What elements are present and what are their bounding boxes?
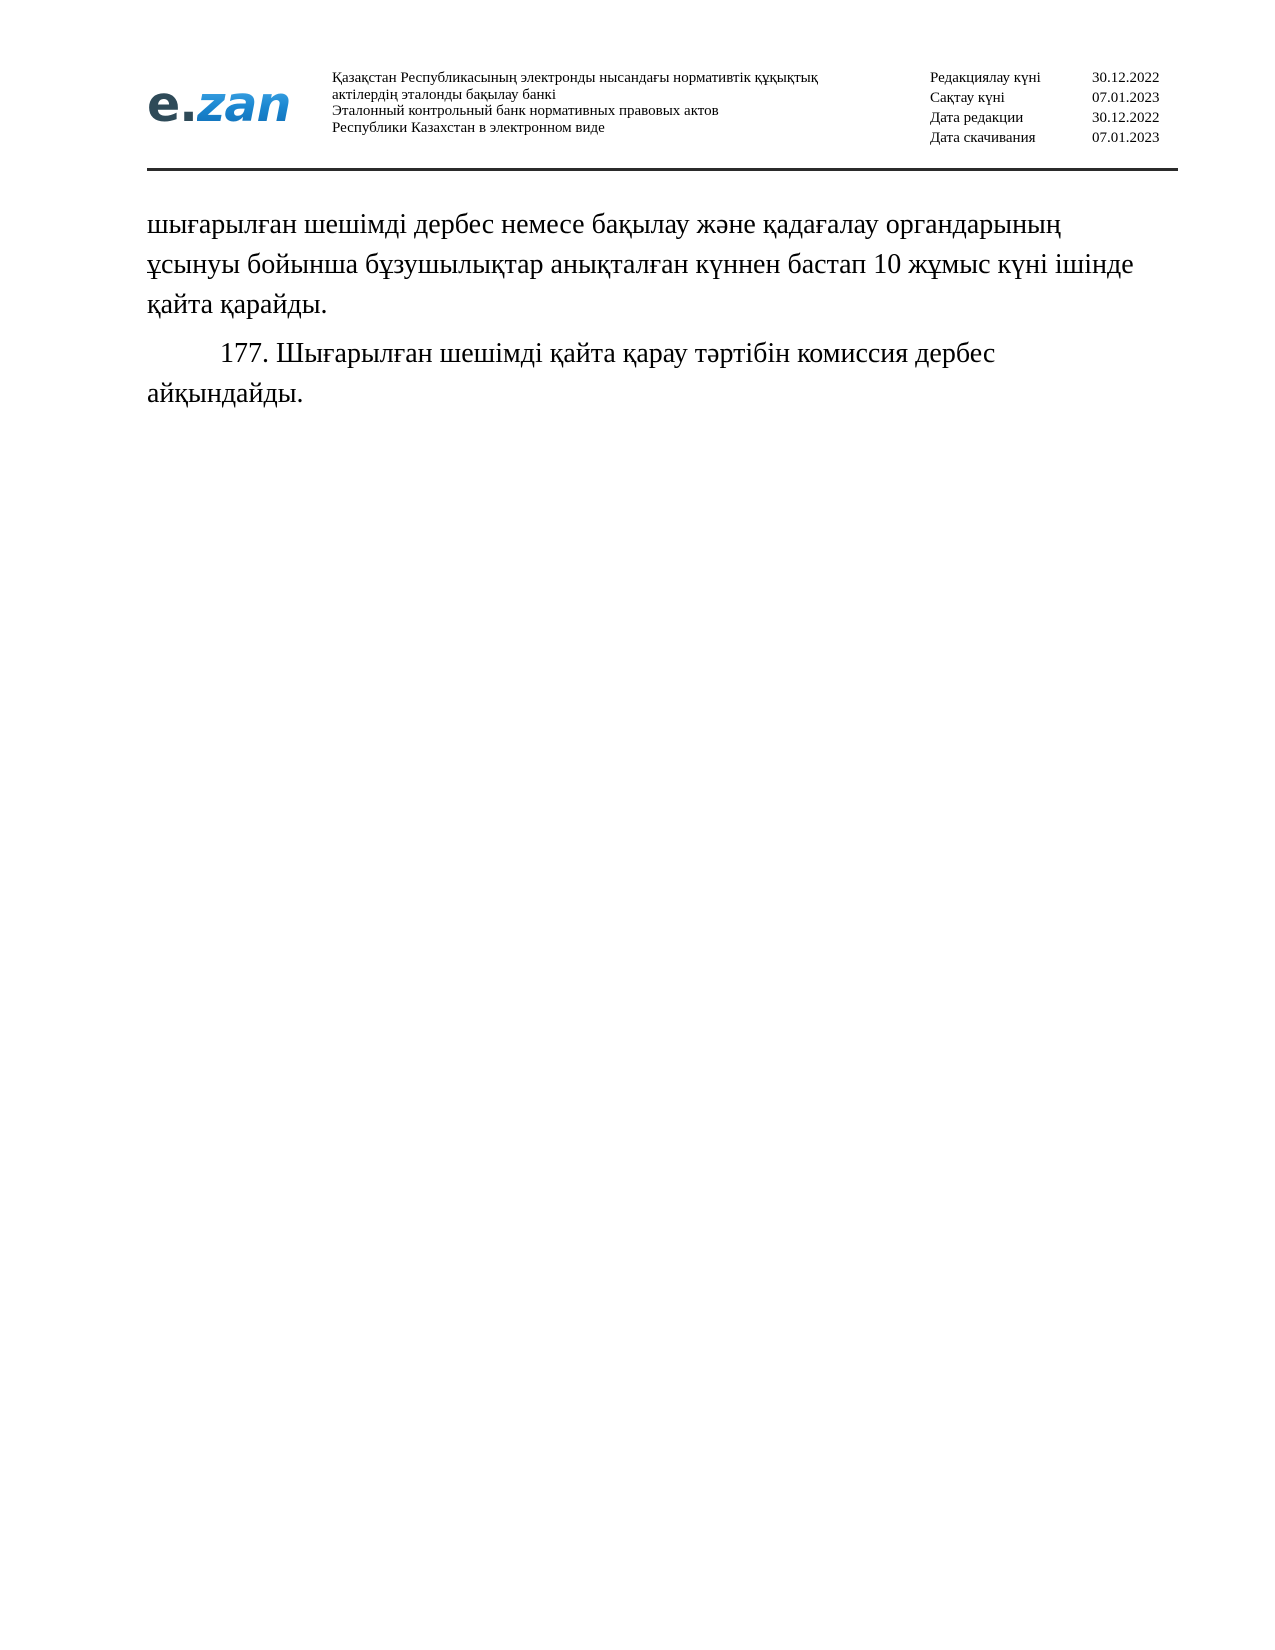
meta-value: 30.12.2022 bbox=[1092, 110, 1160, 126]
meta-row-edit-date-kz bbox=[930, 68, 1180, 88]
meta-row-save-date-kz bbox=[930, 88, 1180, 108]
header-divider bbox=[147, 168, 1178, 171]
meta-value: 30.12.2022 bbox=[1092, 70, 1160, 86]
paragraph-continuation bbox=[147, 205, 1187, 325]
text-line: ұсынуы бойынша бұзушылықтар анықталған күннен бастап 10 жұмыс күні ішінде bbox=[147, 249, 1134, 280]
text-line: 177. Шығарылған шешімді қайта қарау тәртібін комиссия дербес bbox=[220, 338, 996, 369]
text-line: қайта қарайды. bbox=[147, 289, 328, 320]
logo-letter-e: e bbox=[147, 76, 180, 133]
paragraph-177 bbox=[147, 334, 1187, 414]
ezan-logo bbox=[147, 76, 297, 133]
header-description-line: Республики Казахстан в электронном виде bbox=[332, 119, 605, 136]
text-line: шығарылған шешімді дербес немесе бақылау және қадағалау органдарының bbox=[147, 209, 1061, 240]
logo-word-zan: zan bbox=[196, 76, 291, 133]
header-meta-table bbox=[930, 68, 1180, 148]
header-description bbox=[332, 70, 892, 136]
header-description-line: актілердің эталонды бақылау банкі bbox=[332, 86, 556, 103]
meta-label: Дата скачивания bbox=[930, 130, 1036, 146]
meta-row-download-date-ru bbox=[930, 128, 1180, 148]
logo-dot: . bbox=[179, 76, 197, 133]
meta-value: 07.01.2023 bbox=[1092, 90, 1160, 106]
document-body bbox=[147, 205, 1187, 414]
header-description-line: Эталонный контрольный банк нормативных правовых актов bbox=[332, 103, 719, 119]
meta-row-edit-date-ru bbox=[930, 108, 1180, 128]
header-description-line: Қазақстан Республикасының электронды нысандағы нормативтік құқықтық bbox=[332, 70, 819, 86]
text-line: айқындайды. bbox=[147, 378, 304, 409]
meta-label: Дата редакции bbox=[930, 110, 1024, 126]
document-header bbox=[147, 66, 1177, 166]
meta-value: 07.01.2023 bbox=[1092, 130, 1160, 146]
meta-label: Сақтау күні bbox=[930, 90, 1005, 106]
meta-label: Редакциялау күні bbox=[930, 70, 1041, 86]
